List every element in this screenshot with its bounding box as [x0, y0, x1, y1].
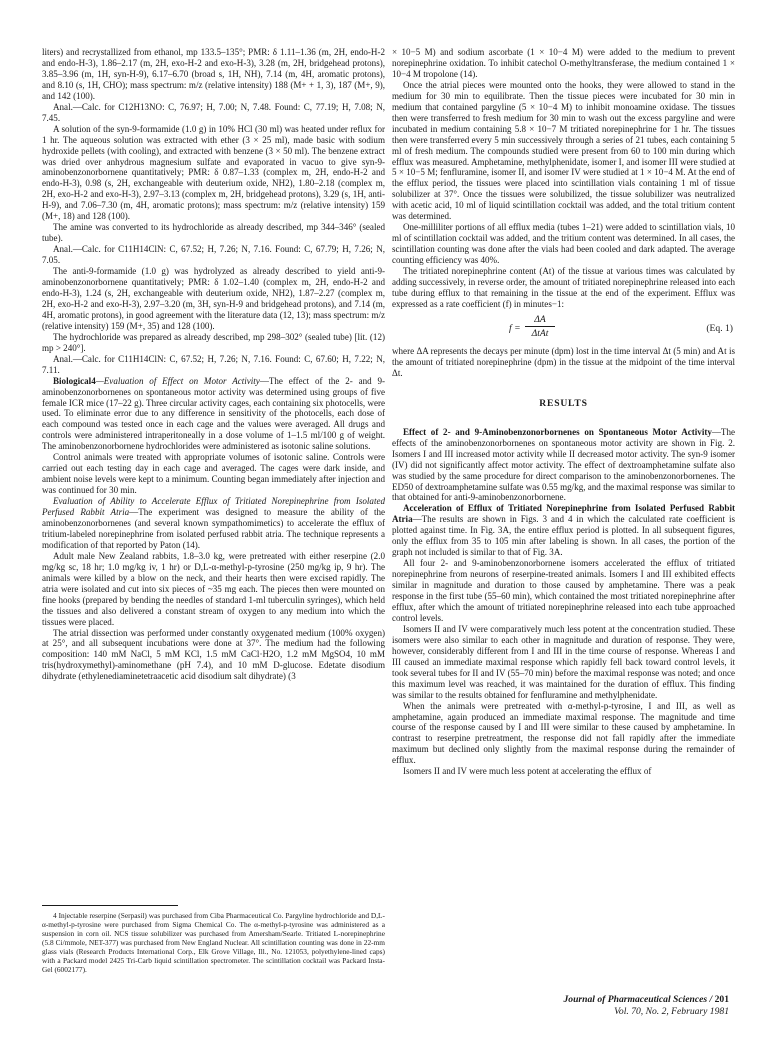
- paragraph-atrial-dissection: The atrial dissection was performed under constantly oxygenated medium (100% oxygen) at 25°, and all subsequent incubations were done at 37°. The medium had the following composition: 140 mM NaCl, 5 mM KCl, 1.5 mM CaCl·H2O, 1.2 mM MgSO4, 10 mM tris(hydroxymethyl)-aminomethane (pH 7.4), and 10 mM D-glucose. Edetate disodium dihydrate (ethylenediaminetetraacetic acid disodium salt dihydrate) (3: [42, 627, 385, 682]
- paragraph-analysis-3: Anal.—Calc. for C11H14ClN: C, 67.52; H, 7.26; N, 7.16. Found: C, 67.60; H, 7.22; N, 7.11.: [42, 353, 385, 375]
- paragraph-continuation: × 10−5 M) and sodium ascorbate (1 × 10−4 M) were added to the medium to prevent norepinephrine oxidation. To inhibit catechol O-methyltransferase, the medium contained 1 × 10−4 M tropolone (14).: [392, 47, 735, 79]
- effect-body: —The effects of the aminobenzonorbornenes on spontaneous motor activity are shown in Fig. 2. Isomers I and III increased motor activity while II decreased motor activity. The syn-9 isomer (IV) did not significantly affect motor activity. The effect of dextroamphetamine sulfate also was studied by the same procedure for direct comparison to the aminobenzonorbornenes. The ED50 of dextroamphetamine sulfate was 0.55 mg/kg, and the maximal response was similar to that obtained for anti-9-aminobenzonorbornene.: [392, 426, 735, 503]
- paragraph-where: where ΔA represents the decays per minute (dpm) lost in the time interval Δt (5 min) and At is the amount of tritiated norepinephrine (dpm) in the tissue at the midpoint of the time interval Δt.: [392, 345, 735, 378]
- paragraph-once-mounted: Once the atrial pieces were mounted onto the hooks, they were allowed to stand in the medium for 30 min to equilibrate. Then the tissue pieces were incubated for 30 min in medium that contained pargyline (5 × 10−4 M) to inhibit monoamine oxidase. The tissues then were transferred to fresh medium for 30 min to wash out the excess pargyline and were incubated in medium containing 5.8 × 10−7 M tritiated norepinephrine for 1 hr. The tissues then were transferred every 5 min successively through a series of 21 tubes, each containing 5 ml of fresh medium. The compounds studied were present from 60 to 100 min during which efflux was measured. Amphetamine, methylphenidate, isomer I, and isomer III were studied at 5 × 10−5 M; fenfluramine, isomer II, and isomer IV were studied at 1 × 10−4 M. At the end of the efflux period, the tissues were placed into scintillation vials containing 1 ml of tissue solubilizer at 37°. Once the tissues were solubilized, the tissue solubilizer was neutralized with acetic acid, 10 ml of liquid scintillation cocktail was added, and the total tritium content was determined.: [392, 79, 735, 222]
- evaluation-body: —The experiment was designed to measure the ability of the aminobenzonorbornenes (and several known sympathomimetics) to accelerate the efflux of tritium-labeled norepinephrine from isolated perfused rabbit atria. The technique represents a modification of that reported by Paton (14).: [42, 507, 385, 550]
- paragraph-analysis-1: Anal.—Calc. for C12H13NO: C, 76.97; H, 7.00; N, 7.48. Found: C, 77.19; H, 7.08; N, 7.45.: [42, 101, 385, 123]
- journal-volume: Vol. 70, No. 2, February 1981: [614, 1006, 729, 1017]
- equation-lhs: f =: [509, 322, 521, 334]
- footnote-divider: [42, 905, 178, 906]
- paragraph-hydrochloride: The hydrochloride was prepared as already described, mp 298–302° (sealed tube) [lit. (12) mp > 240°].: [42, 331, 385, 353]
- journal-footer-line: [502, 994, 729, 1006]
- paragraph-adult-rabbits: Adult male New Zealand rabbits, 1.8–3.0 kg, were pretreated with either reserpine (2.0 mg/kg sc, 18 hr; 1.0 mg/kg iv, 1 hr) or D,L-α-methyl-p-tyrosine (250 mg/kg ip, 9 hr). The animals were killed by a blow on the neck, and their hearts then were excised rapidly. The atria were isolated and cut into six pieces of ~35 mg each. The pieces then were mounted on fine hooks (prepared by bending the needles of standard 1-ml tuberculin syringes), which held the tissues and also delivered a constant stream of oxygen to any medium into which the tissues were placed.: [42, 550, 385, 627]
- biological-body: —The effect of the 2- and 9-aminobenzonorbornenes on spontaneous motor activity was determined using groups of five female ICR mice (17–22 g). Three circular activity cages, each containing six photocells, were used. To eliminate error due to any difference in sensitivity of the photocells, each dose of each compound was tested once in each cage and the values were averaged. All drugs and controls were administered intraperitoneally in a dose volume of 1–1.5 ml/100 g of weight. The aminobenzonorbornene hydrochlorides were administered as isotonic saline solutions.: [42, 375, 385, 452]
- paragraph-anti: The anti-9-formamide (1.0 g) was hydrolyzed as already described to yield anti-9-aminobenzonorbornene quantitatively; PMR: δ 1.02–1.40 (complex m, 2H, endo-H-2 and endo-H-3), 1.24 (s, 2H, exchangeable with deuterium oxide, NH2), 1.87–2.27 (complex m, 2H, exo-H-2 and exo-H-3), 2.97–3.20 (m, 3H, syn-H-9 and bridgehead protons), and 7.14 (m, 4H, aromatic protons), in good agreement with the literature data (12, 13); mass spectrum: m/z (relative intensity) 159 (M+, 35) and 128 (100).: [42, 266, 385, 331]
- right-column: [392, 47, 735, 777]
- paragraph-intro: liters) and recrystallized from ethanol, mp 133.5–135°; PMR: δ 1.11–1.36 (m, 2H, endo-H-2 and endo-H-3), 1.86–2.17 (m, 2H, exo-H-2 and exo-H-3), 3.28 (m, 2H, bridgehead protons), 3.85–3.96 (m, 1H, syn-H-9), 6.17–6.70 (broad s, 1H, NH), 7.14 (m, 4H, aromatic protons), and 8.10 (s, 1H, CHO); mass spectrum: m/z (relative intensity) 188 (M+ + 1, 3), 187 (M+, 9), and 142 (100).: [42, 47, 385, 101]
- left-column: [42, 47, 385, 682]
- paragraph-biological: [42, 376, 385, 453]
- paragraph-analysis-2: Anal.—Calc. for C11H14ClN: C, 67.52; H, 7.26; N, 7.16. Found: C, 67.79; H, 7.26; N, 7.05.: [42, 244, 385, 266]
- paragraph-all-four: All four 2- and 9-aminobenzonorbornene isomers accelerated the efflux of tritiated norepinephrine from neurons of reserpine-treated animals. Isomers I and III exhibited effects similar in magnitude and duration to those caused by amphetamine. There was a peak response in the first tube (55–60 min), which contained the most tritiated norepinephrine after efflux, after which the amount of tritiated norepinephrine released into each tube approached control levels.: [392, 558, 735, 623]
- paragraph-control: Control animals were treated with appropriate volumes of isotonic saline. Controls were carried out each testing day in each cage and averaged. The cages were dark inside, and ambient noise levels were kept to a minimum. Counting began immediately after injection and was continued for 30 min.: [42, 452, 385, 496]
- page-number: 201: [714, 994, 729, 1005]
- paragraph-syn-solution: A solution of the syn-9-formamide (1.0 g) in 10% HCl (30 ml) was heated under reflux for 1 hr. The aqueous solution was extracted with ether (3 × 25 ml), made basic with sodium hydroxide pellets (with cooling), and extracted with benzene (3 × 50 ml). The benzene extract was dried over anhydrous magnesium sulfate and evaporated in vacuo to give syn-9-aminobenzonorbornene quantitatively; PMR: δ 0.87–1.33 (complex m, 2H, endo-H-2 and endo-H-3), 0.98 (s, 2H, exchangeable with deuterium oxide, NH2), 1.80–2.18 (complex m, 2H, exo-H-2 and exo-H-3), 2.97–3.13 (complex m, 2H, bridgehead protons), 3.29 (s, 1H, anti-H-9), and 7.06–7.30 (m, 4H, aromatic protons); mass spectrum: m/z (relative intensity) 159 (M+, 18) and 128 (100).: [42, 123, 385, 222]
- paragraph-effect: [392, 427, 735, 504]
- equation-1: [392, 313, 735, 343]
- paragraph-isomers-ii-iv: Isomers II and IV were comparatively much less potent at the concentration studied. These isomers were also similar to each other in magnitude and duration of response. They were, however, considerably different from I and III in the time course of response. Whereas I and III caused an immediate maximal response which rapidly fell back toward control levels, it took several tubes for II and IV (55–70 min) before the maximal response was noted; and once this maximum level was reached, it was maintained for the duration of efflux. This finding was similar to the results obtained for fenfluramine and methylphenidate.: [392, 623, 736, 700]
- biological-run-in: Biological4: [53, 375, 96, 386]
- paragraph-tritiated-content: The tritiated norepinephrine content (At) of the tissue at various times was calculated by adding successively, in reverse order, the amount of tritiated norepinephrine released into each tube during efflux to that remaining in the tissue at the end of the experiment. Efflux was expressed as a rate coefficient (f) in minutes−1:: [392, 266, 735, 309]
- paragraph-one-milliliter: One-milliliter portions of all efflux media (tubes 1–21) were added to scintillation vials, 10 ml of scintillation cocktail was added, and the tritium content was determined. In all cases, the scintillation counting was done after the vials had been cooled and dark adapted. The average counting efficiency was 40%.: [392, 222, 735, 266]
- paragraph-evaluation: [42, 496, 385, 551]
- paragraph-when-pretreated: When the animals were pretreated with α-methyl-p-tyrosine, I and III, as well as amphetamine, again produced an immediate maximal response. The magnitude and time course of the response caused by I and III were similar to these caused by amphetamine. In contrast to reserpine pretreatment, the response did not fall rapidly after the immediate maximum but declined only slightly from the maximal response during the remainder of efflux.: [392, 700, 735, 766]
- acceleration-run-in: Acceleration of Efflux of Tritiated Norepinephrine from Isolated Perfused Rabbit Atria: [392, 503, 735, 525]
- equation-numerator: ΔA: [534, 313, 546, 325]
- effect-run-in: Effect of 2- and 9-Aminobenzonorbornenes on Spontaneous Motor Activity: [403, 426, 712, 437]
- paragraph-last: Isomers II and IV were much less potent at accelerating the efflux of: [403, 766, 652, 777]
- results-heading: RESULTS: [539, 397, 588, 409]
- equation-label: (Eq. 1): [706, 322, 733, 334]
- footnote: 4 Injectable reserpine (Serpasil) was purchased from Ciba Pharmaceutical Co. Pargyline hydrochloride and D,L-α-methyl-p-tyrosine were purchased from Sigma Chemical Co. The α-methyl-p-tyrosine was administered as a suspension in corn oil. NCS tissue solubilizer was purchased from Amersham/Searle. Tritiated L-norepinephrine (5.8 Ci/mmole, NET-377) was purchased from New England Nuclear. All scintillation counting was done in 22-mm glass vials (Research Products International Corp., Elk Grove Village, Ill., No. 121053, polyethylene-lined caps) with a Packard model 2425 Tri-Carb liquid scintillation spectrometer. The scintillation cocktail was Packard Insta-Gel (6002177).: [42, 911, 385, 975]
- paragraph-amine: The amine was converted to its hydrochloride as already described, mp 344–346° (sealed tube).: [42, 222, 385, 244]
- acceleration-body: —The results are shown in Figs. 3 and 4 in which the calculated rate coefficient is plotted against time. In Fig. 3A, the entire efflux period is plotted. In all subsequent figures, only the efflux from 35 to 105 min after labeling is shown. In all cases, the portion of the graph not included is similar to that of Fig. 3A.: [392, 514, 735, 558]
- equation-fraction: [525, 314, 555, 339]
- journal-name: Journal of Pharmaceutical Sciences /: [563, 994, 715, 1005]
- paragraph-acceleration: [392, 503, 735, 558]
- equation-denominator: ΔtAt: [531, 327, 549, 339]
- evaluation-subhead: Evaluation of Ability to Accelerate Efflux of Tritiated Norepinephrine from Isolated Perfused Rabbit Atria: [42, 496, 385, 518]
- biological-subhead: —Evaluation of Effect on Motor Activity: [95, 375, 260, 386]
- journal-footer: [502, 994, 729, 1018]
